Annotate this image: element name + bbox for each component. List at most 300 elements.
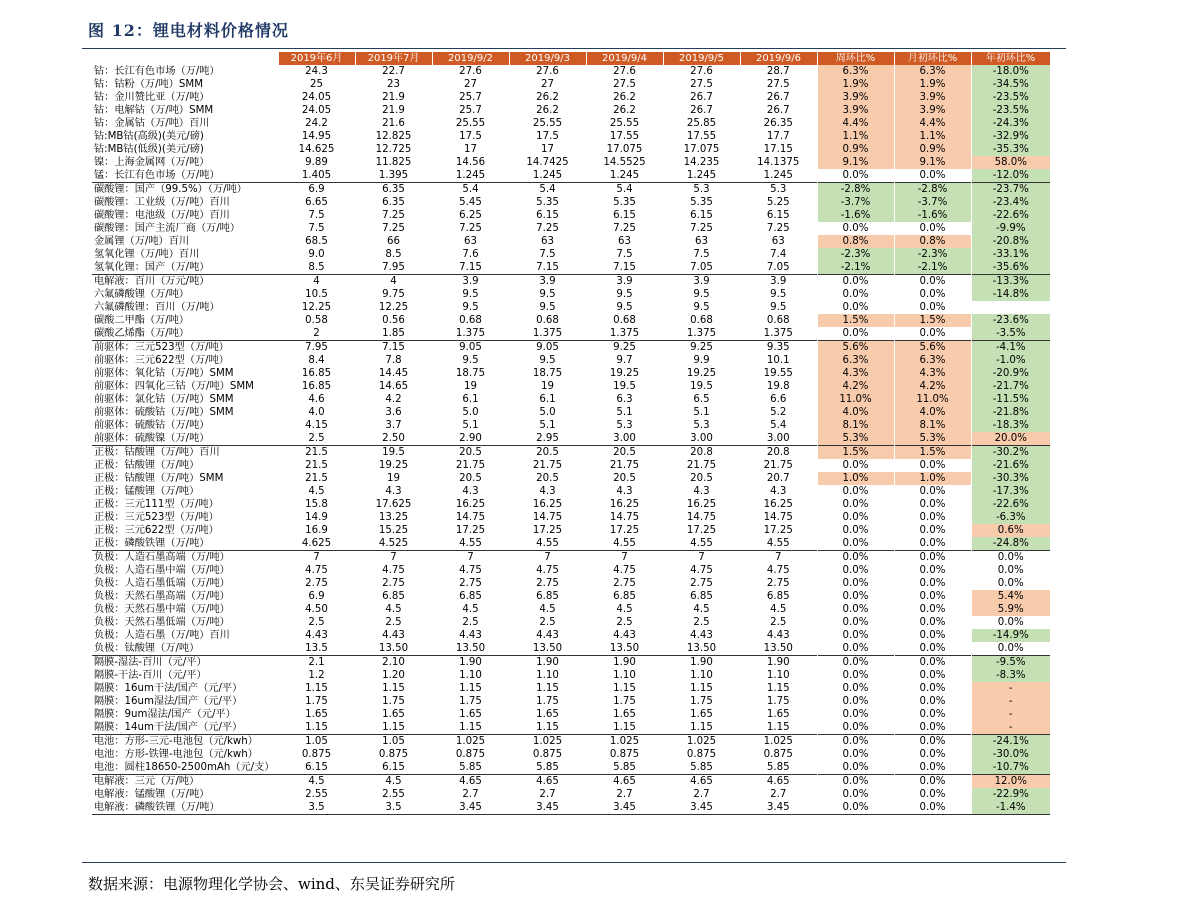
table-cell: 0.0%	[817, 327, 894, 341]
table-cell: 6.6	[770, 394, 787, 405]
table-cell: 9.7	[616, 355, 633, 366]
table-cell: 2.75	[459, 578, 482, 589]
table-cell: 1.9%	[817, 78, 894, 91]
table-cell: 0.0%	[817, 169, 894, 183]
table-cell: 4.5	[539, 604, 556, 615]
table-cell: 4.43	[305, 630, 328, 641]
table-cell: 9.5	[770, 289, 787, 300]
table-cell: 0.0%	[817, 485, 894, 498]
table-cell: 17.25	[763, 525, 793, 536]
table-cell: 12.25	[301, 302, 332, 313]
column-header: 2019/9/6	[740, 52, 817, 65]
table-cell: 1.65	[382, 709, 405, 720]
row-label: 前驱体：硫酸钴（万/吨）SMM	[94, 407, 234, 418]
table-cell: 13.50	[609, 643, 640, 654]
table-cell: 1.15	[459, 683, 482, 694]
table-cell: -2.8%	[817, 183, 894, 197]
row-label: 钴：金川赞比亚（万/吨）	[94, 92, 210, 103]
table-cell: 17.25	[686, 525, 717, 536]
table-row	[92, 288, 1050, 301]
table-cell: 1.375	[686, 328, 717, 339]
table-cell: 7.4	[770, 249, 787, 260]
table-cell: 0.875	[686, 749, 717, 760]
table-cell: 6.85	[536, 591, 559, 602]
table-cell: 0.0%	[894, 708, 971, 721]
table-cell: 7	[355, 551, 432, 565]
table-cell: 9.5	[693, 289, 710, 300]
row-label: 前驱体：硫酸钴（万/吨）	[94, 420, 210, 431]
table-cell: 4.3	[385, 486, 402, 497]
table-cell: 4.43	[613, 630, 636, 641]
table-cell: 1.245	[686, 170, 717, 181]
table-row	[92, 669, 1050, 682]
table-cell: 21.75	[763, 460, 793, 471]
table-cell: 19.25	[378, 460, 409, 471]
table-cell: 5.4%	[971, 590, 1050, 603]
table-cell: 5.1	[539, 420, 556, 431]
table-cell: 0.0%	[971, 564, 1050, 577]
table-cell: 1.15	[690, 722, 713, 733]
table-cell: 6.3%	[817, 65, 894, 78]
table-cell: 1.5%	[817, 314, 894, 327]
table-cell: 14.75	[455, 512, 486, 523]
table-cell: 6.15	[690, 210, 713, 221]
table-cell: 14.75	[686, 512, 717, 523]
table-cell: 5.35	[536, 197, 559, 208]
top-rule	[82, 48, 1066, 49]
table-cell: 2.7	[693, 789, 710, 800]
table-cell: 0.0%	[971, 551, 1050, 565]
table-cell: 63	[771, 236, 785, 247]
table-cell: 7.25	[536, 223, 559, 234]
table-cell: 3.00	[613, 433, 636, 444]
table-cell: 0.0%	[894, 169, 971, 183]
table-cell: 12.0%	[971, 775, 1050, 789]
table-cell: 1.85	[382, 328, 405, 339]
table-cell: 26.35	[763, 118, 793, 129]
table-cell: -30.3%	[971, 472, 1050, 485]
table-cell: 0.0%	[817, 603, 894, 616]
table-cell: 27	[541, 79, 554, 90]
row-label: 正极：三元622型（万/吨）	[94, 525, 219, 536]
table-cell: 0.68	[459, 315, 482, 326]
table-row	[92, 485, 1050, 498]
table-cell: 19	[541, 381, 554, 392]
table-cell: -14.9%	[971, 629, 1050, 642]
table-cell: 6.1	[462, 394, 479, 405]
table-cell: 2.10	[355, 656, 432, 670]
table-cell: 1.05	[278, 735, 355, 749]
table-cell: 4.55	[459, 538, 482, 549]
table-cell: 7.5	[693, 249, 710, 260]
row-label: 隔膜：14um干法/国产（元/平）	[94, 722, 243, 733]
row-label: 钴：电解钴（万/吨）SMM	[94, 105, 214, 116]
table-cell: 5.9%	[971, 603, 1050, 616]
table-cell: 16.25	[532, 499, 563, 510]
table-cell: 5.85	[613, 762, 636, 773]
row-label: 前驱体：三元523型（万/吨）	[92, 341, 278, 355]
table-cell: 2.7	[462, 789, 479, 800]
table-cell: 1.75	[459, 696, 482, 707]
table-cell: 8.1%	[894, 419, 971, 432]
table-cell: 0.0%	[894, 721, 971, 735]
table-cell: 25.55	[609, 118, 640, 129]
table-cell: 0.58	[305, 315, 328, 326]
table-cell: 7	[509, 551, 586, 565]
table-cell: 17.5	[536, 131, 559, 142]
row-label: 隔膜：16um干法/国产（元/平）	[94, 683, 243, 694]
table-cell: 0.0%	[894, 788, 971, 801]
table-cell: 1.10	[536, 670, 559, 681]
table-cell: -3.7%	[894, 196, 971, 209]
table-cell: 23	[387, 79, 400, 90]
table-cell: 0.0%	[817, 669, 894, 682]
table-cell: 1.15	[766, 683, 790, 694]
table-cell: 0.6%	[971, 524, 1050, 537]
table-row	[92, 551, 1050, 565]
table-cell: 2.5	[308, 433, 325, 444]
table-cell: -24.1%	[971, 735, 1050, 749]
table-cell: 0.0%	[817, 682, 894, 695]
table-cell: 20.0%	[971, 432, 1050, 446]
table-cell: 3.45	[663, 801, 740, 815]
table-cell: 4.2%	[894, 380, 971, 393]
table-cell: 9.5	[462, 302, 479, 313]
table-cell: 2.5	[308, 617, 325, 628]
table-cell: 10.5	[305, 289, 328, 300]
table-cell: 4.6	[308, 394, 325, 405]
table-cell: 4.5	[278, 775, 355, 789]
table-cell: 8.4	[308, 355, 325, 366]
table-cell: -22.6%	[971, 498, 1050, 511]
table-cell: 7	[586, 551, 663, 565]
table-cell: 2.5	[385, 617, 402, 628]
table-cell: -23.4%	[971, 196, 1050, 209]
table-cell: 4.5	[462, 604, 479, 615]
table-cell: 0.0%	[817, 551, 894, 565]
row-label: 正极：钴酸锂（万/吨）百川	[92, 446, 278, 460]
table-cell: 4.65	[586, 775, 663, 789]
table-cell: -35.6%	[971, 261, 1050, 275]
column-header: 周环比%	[817, 52, 894, 65]
table-cell: 2.5	[693, 617, 710, 628]
table-row	[92, 577, 1050, 590]
table-cell: 3.45	[586, 801, 663, 815]
table-cell: 8.5	[385, 249, 402, 260]
table-cell: 25.7	[459, 92, 482, 103]
table-cell: 5.3%	[894, 432, 971, 446]
table-cell: -2.3%	[817, 248, 894, 261]
table-cell: 4.5	[616, 604, 633, 615]
table-cell: 9.35	[740, 341, 817, 355]
table-cell: -35.3%	[971, 143, 1050, 156]
table-cell: 7.95	[382, 262, 405, 273]
table-row	[92, 341, 1050, 355]
table-cell: 1.395	[378, 170, 409, 181]
table-cell: 3.7	[385, 420, 402, 431]
table-cell: 0.0%	[894, 551, 971, 565]
table-cell: 1.65	[690, 709, 713, 720]
table-cell: 7.25	[690, 223, 713, 234]
table-cell: 7.15	[613, 262, 636, 273]
table-cell: 3.5	[355, 801, 432, 815]
table-cell: 0.0%	[817, 577, 894, 590]
table-cell: 2.5	[770, 617, 787, 628]
table-cell: 3.9%	[894, 91, 971, 104]
table-cell: 6.15	[536, 210, 559, 221]
row-label: 电池：方形-铁锂-电池包（元/kwh）	[94, 749, 258, 760]
row-label: 电解液：锰酸锂（万/吨）	[94, 789, 210, 800]
table-cell: 6.35	[382, 197, 405, 208]
table-cell: 4.55	[766, 538, 790, 549]
table-cell: 5.85	[536, 762, 559, 773]
column-header: 2019/9/2	[432, 52, 509, 65]
table-row	[92, 314, 1050, 327]
table-cell: 6.85	[459, 591, 482, 602]
table-cell: 0.0%	[894, 748, 971, 761]
table-cell: 14.235	[683, 157, 720, 168]
table-cell: 19	[387, 473, 400, 484]
table-cell: 5.45	[459, 197, 482, 208]
table-cell: 1.15	[305, 683, 328, 694]
table-cell: 4.3%	[817, 367, 894, 380]
row-label: 隔膜：16um湿法/国产（元/平）	[94, 696, 243, 707]
table-row	[92, 459, 1050, 472]
table-cell: 1.5%	[894, 314, 971, 327]
table-cell: 2.95	[536, 433, 559, 444]
table-row	[92, 327, 1050, 341]
table-cell	[971, 301, 1050, 314]
table-cell: 9.25	[663, 341, 740, 355]
source-note: 数据来源：电源物理化学协会、wind、东吴证券研究所	[88, 875, 455, 893]
table-row	[92, 498, 1050, 511]
table-cell: 19.5	[355, 446, 432, 460]
table-cell: 4.75	[536, 565, 559, 576]
table-cell: -3.5%	[971, 327, 1050, 341]
row-label: 隔膜：9um湿法/国产（元/平）	[94, 709, 236, 720]
table-cell: 6.1	[539, 394, 556, 405]
row-label: 钴:MB钴(低级)(美元/磅)	[94, 144, 204, 155]
table-cell: -23.5%	[971, 104, 1050, 117]
table-row	[92, 65, 1050, 78]
table-cell: 21.75	[532, 460, 563, 471]
table-cell: 28.7	[766, 66, 790, 77]
table-cell: 0.0%	[971, 616, 1050, 629]
table-cell: 27.6	[690, 66, 713, 77]
table-row	[92, 748, 1050, 761]
table-cell: 15.8	[305, 499, 328, 510]
table-cell: 2.75	[613, 578, 636, 589]
table-cell: 21.75	[609, 460, 640, 471]
table-cell: 4.75	[613, 565, 636, 576]
table-cell: 0.0%	[817, 222, 894, 235]
table-row	[92, 616, 1050, 629]
table-cell: -2.3%	[894, 248, 971, 261]
table-cell: -21.6%	[971, 459, 1050, 472]
table-cell: 1.90	[509, 656, 586, 670]
table-cell: 1.90	[432, 656, 509, 670]
table-cell: 14.7425	[526, 157, 569, 168]
table-row	[92, 564, 1050, 577]
table-cell: 3.00	[766, 433, 790, 444]
table-cell: 1.245	[609, 170, 640, 181]
table-cell: 26.2	[536, 105, 559, 116]
column-header: 2019年7月	[355, 52, 432, 65]
table-cell: 5.85	[766, 762, 790, 773]
table-row	[92, 169, 1050, 183]
table-cell: 5.3	[616, 420, 633, 431]
table-row	[92, 511, 1050, 524]
table-cell: -34.5%	[971, 78, 1050, 91]
table-row	[92, 446, 1050, 460]
row-label: 前驱体：氧化钴（万/吨）SMM	[94, 368, 234, 379]
table-cell: 0.875	[378, 749, 409, 760]
table-cell: 1.025	[432, 735, 509, 749]
table-cell: 0.0%	[894, 511, 971, 524]
table-cell: -21.8%	[971, 406, 1050, 419]
table-cell: 0.0%	[817, 511, 894, 524]
table-cell: 7.25	[766, 223, 790, 234]
table-cell: 12.825	[375, 131, 412, 142]
table-cell: -9.5%	[971, 656, 1050, 670]
table-row	[92, 183, 1050, 197]
table-cell: 11.0%	[817, 393, 894, 406]
table-cell: 4.65	[432, 775, 509, 789]
table-cell: 0.0%	[817, 498, 894, 511]
table-cell: -11.5%	[971, 393, 1050, 406]
table-cell: 9.5	[539, 355, 556, 366]
table-cell: 18.75	[455, 368, 486, 379]
row-label: 锰：长江有色市场（万/吨）	[94, 170, 220, 181]
table-cell: 2.50	[382, 433, 405, 444]
table-cell: 9.5	[462, 355, 479, 366]
table-cell: 17.15	[763, 144, 793, 155]
row-label: 负极：人造石墨中端（万/吨）	[94, 565, 230, 576]
table-cell: 6.15	[766, 210, 790, 221]
table-cell: 13.50	[532, 643, 563, 654]
table-cell: 0.0%	[817, 708, 894, 721]
table-cell: 1.025	[509, 735, 586, 749]
table-cell: 17	[541, 144, 554, 155]
table-cell: 26.2	[536, 92, 559, 103]
table-cell: 3.45	[509, 801, 586, 815]
table-cell: 0.0%	[894, 577, 971, 590]
table-cell: 5.1	[693, 407, 710, 418]
table-row	[92, 656, 1050, 670]
row-label: 六氟磷酸锂：百川（万/吨）	[94, 302, 220, 313]
table-cell: 1.2	[308, 670, 325, 681]
table-cell: -	[971, 695, 1050, 708]
table-row	[92, 301, 1050, 314]
row-label: 碳酸锂：国产（99.5%）（万/吨）	[92, 183, 278, 197]
table-cell: 5.6%	[817, 341, 894, 355]
table-cell: 20.7	[766, 473, 790, 484]
table-cell: 0.0%	[817, 735, 894, 749]
table-cell: 14.75	[609, 512, 640, 523]
table-cell: 13.50	[686, 643, 717, 654]
table-cell: 9.5	[616, 302, 633, 313]
table-cell: 3.45	[740, 801, 817, 815]
table-cell: 4.43	[459, 630, 482, 641]
table-cell: 6.15	[305, 762, 328, 773]
table-cell: 1.75	[305, 696, 328, 707]
table-row	[92, 472, 1050, 485]
table-row	[92, 629, 1050, 642]
table-row	[92, 524, 1050, 537]
table-cell: 0.0%	[894, 656, 971, 670]
table-cell: 2.5	[616, 617, 633, 628]
table-cell: 6.15	[382, 762, 405, 773]
table-cell: 4.55	[536, 538, 559, 549]
table-cell: -22.6%	[971, 209, 1050, 222]
table-cell: 0.68	[690, 315, 713, 326]
table-row	[92, 761, 1050, 775]
table-cell: 27.5	[690, 79, 713, 90]
table-cell: 9.5	[462, 289, 479, 300]
table-cell: 20.5	[690, 473, 713, 484]
table-cell: 7.95	[278, 341, 355, 355]
table-cell: 17.25	[609, 525, 640, 536]
table-row	[92, 735, 1050, 749]
row-label: 负极：人造石墨（万/吨）百川	[94, 630, 230, 641]
table-cell: 1.375	[455, 328, 486, 339]
table-cell: 0.0%	[817, 275, 894, 289]
table-cell: -17.3%	[971, 485, 1050, 498]
table-cell: 1.10	[766, 670, 790, 681]
table-cell: 0.0%	[894, 642, 971, 656]
table-cell: 5.3	[693, 420, 710, 431]
table-cell: -1.4%	[971, 801, 1050, 815]
table-cell: 1.0%	[817, 472, 894, 485]
table-cell: 26.2	[613, 105, 636, 116]
table-cell: 16.85	[301, 381, 332, 392]
table-cell: 66	[387, 236, 400, 247]
table-cell: 25.55	[532, 118, 563, 129]
table-cell: 1.10	[690, 670, 713, 681]
table-cell: 20.5	[536, 473, 559, 484]
table-cell: 12.725	[375, 144, 412, 155]
table-cell: 2	[313, 328, 320, 339]
table-cell: 9.5	[616, 289, 633, 300]
table-cell: 13.50	[763, 643, 793, 654]
row-label: 负极：天然石墨中端（万/吨）	[94, 604, 230, 615]
table-cell: 0.875	[532, 749, 563, 760]
table-cell: -12.0%	[971, 169, 1050, 183]
row-label: 隔膜-湿法-百川（元/平）	[92, 656, 278, 670]
table-row	[92, 209, 1050, 222]
table-cell: -10.7%	[971, 761, 1050, 775]
table-cell: 2.75	[305, 578, 328, 589]
table-cell: 0.0%	[817, 629, 894, 642]
table-cell: 1.245	[532, 170, 563, 181]
table-cell: 3.9%	[894, 104, 971, 117]
table-cell: 17.25	[455, 525, 486, 536]
table-cell: 1.65	[766, 709, 790, 720]
table-cell: 20.5	[432, 446, 509, 460]
table-cell: 0.0%	[894, 735, 971, 749]
table-cell: 19.8	[766, 381, 790, 392]
table-cell: 6.9	[308, 591, 325, 602]
table-cell: 6.65	[305, 197, 328, 208]
table-cell: 0.68	[536, 315, 559, 326]
table-cell: 0.875	[609, 749, 640, 760]
table-cell: 4.3	[462, 486, 479, 497]
table-cell: 19.25	[609, 368, 640, 379]
table-cell: 1.245	[763, 170, 793, 181]
table-cell: 0.0%	[894, 629, 971, 642]
table-cell: 21.6	[382, 118, 405, 129]
table-cell: 9.5	[693, 302, 710, 313]
